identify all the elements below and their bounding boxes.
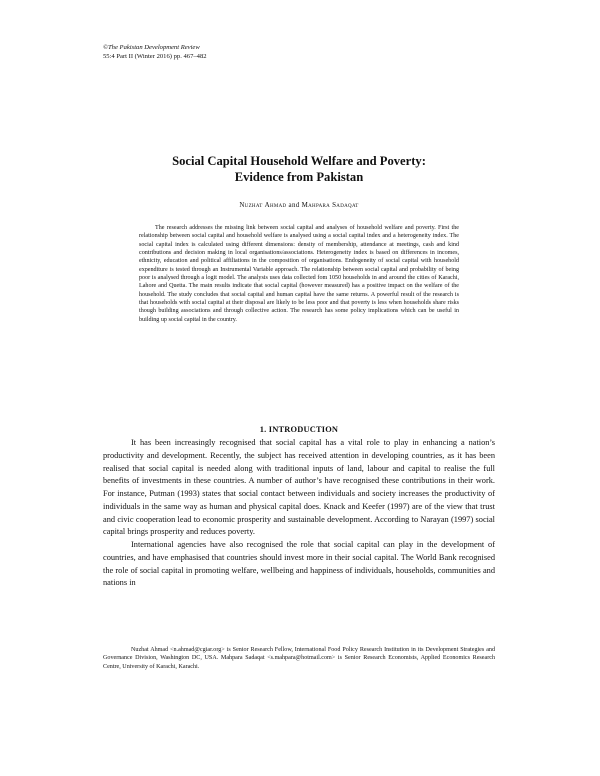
body-paragraph-2: International agencies have also recognised the role that social capital can play in the development of countries, and have emphasised that countries should invest more in their social capital. The World Bank recognised the role of social capital in promoting welfare, wellbeing and happiness of individuals, households, communities and nations in — [103, 540, 495, 588]
author-line — [103, 201, 495, 209]
author-2-first: Mahpara — [301, 201, 331, 209]
paper-title — [103, 153, 495, 185]
journal-header — [103, 43, 207, 61]
body-paragraph-1: It has been increasingly recognised that social capital has a vital role to play in enhancing a nation’s productivity and development. Recently, the subject has received attention in developing countries, as it has been realised that social capital is needed along with traditional inputs of land, labour and capital to realise the full benefits of investments in these countries. A number of author’s have recognised these contributions in their work. For instance, Putman (1993) states that social contact between individuals and society increases the productivity of individuals in the same way as human and physical capital does. Knack and Keefer (1997) are of the view that trust and civic cooperation lead to economic prosperity and sustainable development. According to Narayan (1997) social capital brings prosperity and reduces poverty. — [103, 438, 495, 537]
section-heading-introduction: 1. INTRODUCTION — [259, 425, 339, 434]
title-line-1: Social Capital Household Welfare and Poverty: — [172, 154, 426, 168]
author-footnote: Nuzhat Ahmad <n.ahmad@cgiar.org> is Senior Research Fellow, International Food Policy Research Institution in its Development Strategies and Governance Division, Washington DC, USA. Mahpara Sadaqat <s.mahpara@hotmail.com> is Senior Research Economists, Applied Economics Research Centre, University of Karachi, Karachi. — [103, 647, 495, 670]
title-line-2: Evidence from Pakistan — [234, 170, 364, 184]
author-2-last: Sadaqat — [332, 201, 359, 209]
journal-issue: 55:4 Part II (Winter 2016) pp. 467–482 — [103, 53, 207, 60]
abstract: The research addresses the missing link between social capital and analyses of household welfare and poverty. First the relationship between social capital and household welfare is analysed using a social capital index and a heterogeneity index. The social capital index is calculated using different dimensions: density of membership, attendance at meetings, cash and kind contributions and decision making in local organisations/associations. Heterogeneity index is based on differences in incomes, ethnicity, education and political affiliations in the composition of organisations. Endogeneity of social capital with household expenditure is tested through an Instrumental Variable approach. The relationship between social capital and probability of being poor is analysed through a logit model. The analysis uses data collected fom 1050 households in and around the cities of Karachi, Lahore and Quetta. The main results indicate that social capital (however measured) has a positive impact on the welfare of the household. The study concludes that social capital and human capital have the same returns. A powerful result of the research is that households with social capital at their disposal are likely to be less poor and that poverty is less when households share risks though building associations and through collective action. The research has some policy implications which can be useful in building up social capital in the country. — [139, 225, 459, 323]
author-1-last: Ahmad — [264, 201, 287, 209]
author-1-first: Nuzhat — [239, 201, 263, 209]
body-text — [103, 437, 495, 590]
journal-name: ©The Pakistan Development Review — [103, 44, 200, 51]
author-conjunction: and — [288, 201, 300, 209]
